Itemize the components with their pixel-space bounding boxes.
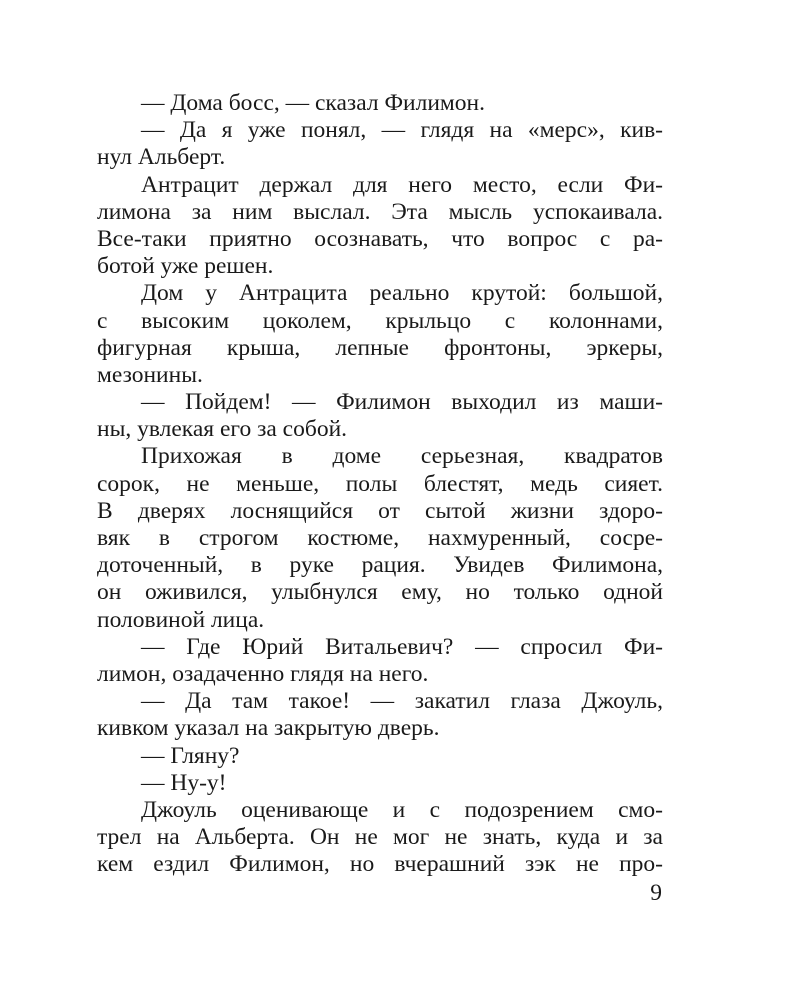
text-line: — Дома босс, — сказал Филимон. — [141, 90, 485, 116]
text-line: — Да там такое! — закатил глаза Джоуль, — [141, 688, 663, 715]
text-line: кем ездил Филимон, но вчерашний зэк не про- — [97, 851, 663, 878]
text-line: кивком указал на закрытую дверь. — [97, 715, 440, 742]
text-line: доточенный, в руке рация. Увидев Филимона, — [97, 552, 663, 579]
text-line: Все-таки приятно осознавать, что вопрос с ра- — [97, 225, 663, 252]
text-line: Джоуль оценивающе и с подозрением смо- — [141, 796, 663, 823]
text-line: вяк в строгом костюме, нахмуренный, сосре- — [97, 525, 663, 551]
text-line: он оживился, улыбнулся ему, но только одной — [97, 579, 663, 606]
text-line: Антрацит держал для него место, если Фи- — [141, 171, 663, 198]
text-line: ны, увлекая его за собой. — [97, 416, 348, 443]
text-line: нул Альберт. — [97, 144, 226, 171]
text-line: — Где Юрий Витальевич? — спросил Фи- — [141, 633, 663, 660]
text-line: половиной лица. — [97, 606, 265, 633]
text-line: ботой уже решен. — [97, 253, 274, 280]
text-line: Прихожая в доме серьезная, квадратов — [141, 443, 663, 470]
text-line: с высоким цоколем, крыльцо с колоннами, — [97, 307, 663, 334]
text-line: фигурная крыша, лепные фронтоны, эркеры, — [97, 334, 663, 361]
text-line: — Ну-у! — [141, 769, 227, 796]
page-number: 9 — [650, 880, 662, 906]
text-line: трел на Альберта. Он не мог не знать, куда и за — [97, 824, 663, 851]
text-line: лимона за ним выслал. Эта мысль успокаивала. — [97, 198, 663, 225]
text-line: Дом у Антрацита реально крутой: большой, — [141, 280, 663, 307]
text-line: — Да я уже понял, — глядя на «мерс», кив- — [141, 117, 663, 144]
text-line: В дверях лоснящийся от сытой жизни здоро- — [97, 497, 663, 524]
text-line: сорок, не меньше, полы блестят, медь сияет. — [97, 470, 663, 497]
body-text — [97, 90, 663, 878]
text-line: — Гляну? — [141, 742, 240, 769]
text-line: — Пойдем! — Филимон выходил из маши- — [141, 389, 663, 416]
text-line: мезонины. — [97, 361, 203, 388]
text-line: лимон, озадаченно глядя на него. — [97, 660, 429, 687]
